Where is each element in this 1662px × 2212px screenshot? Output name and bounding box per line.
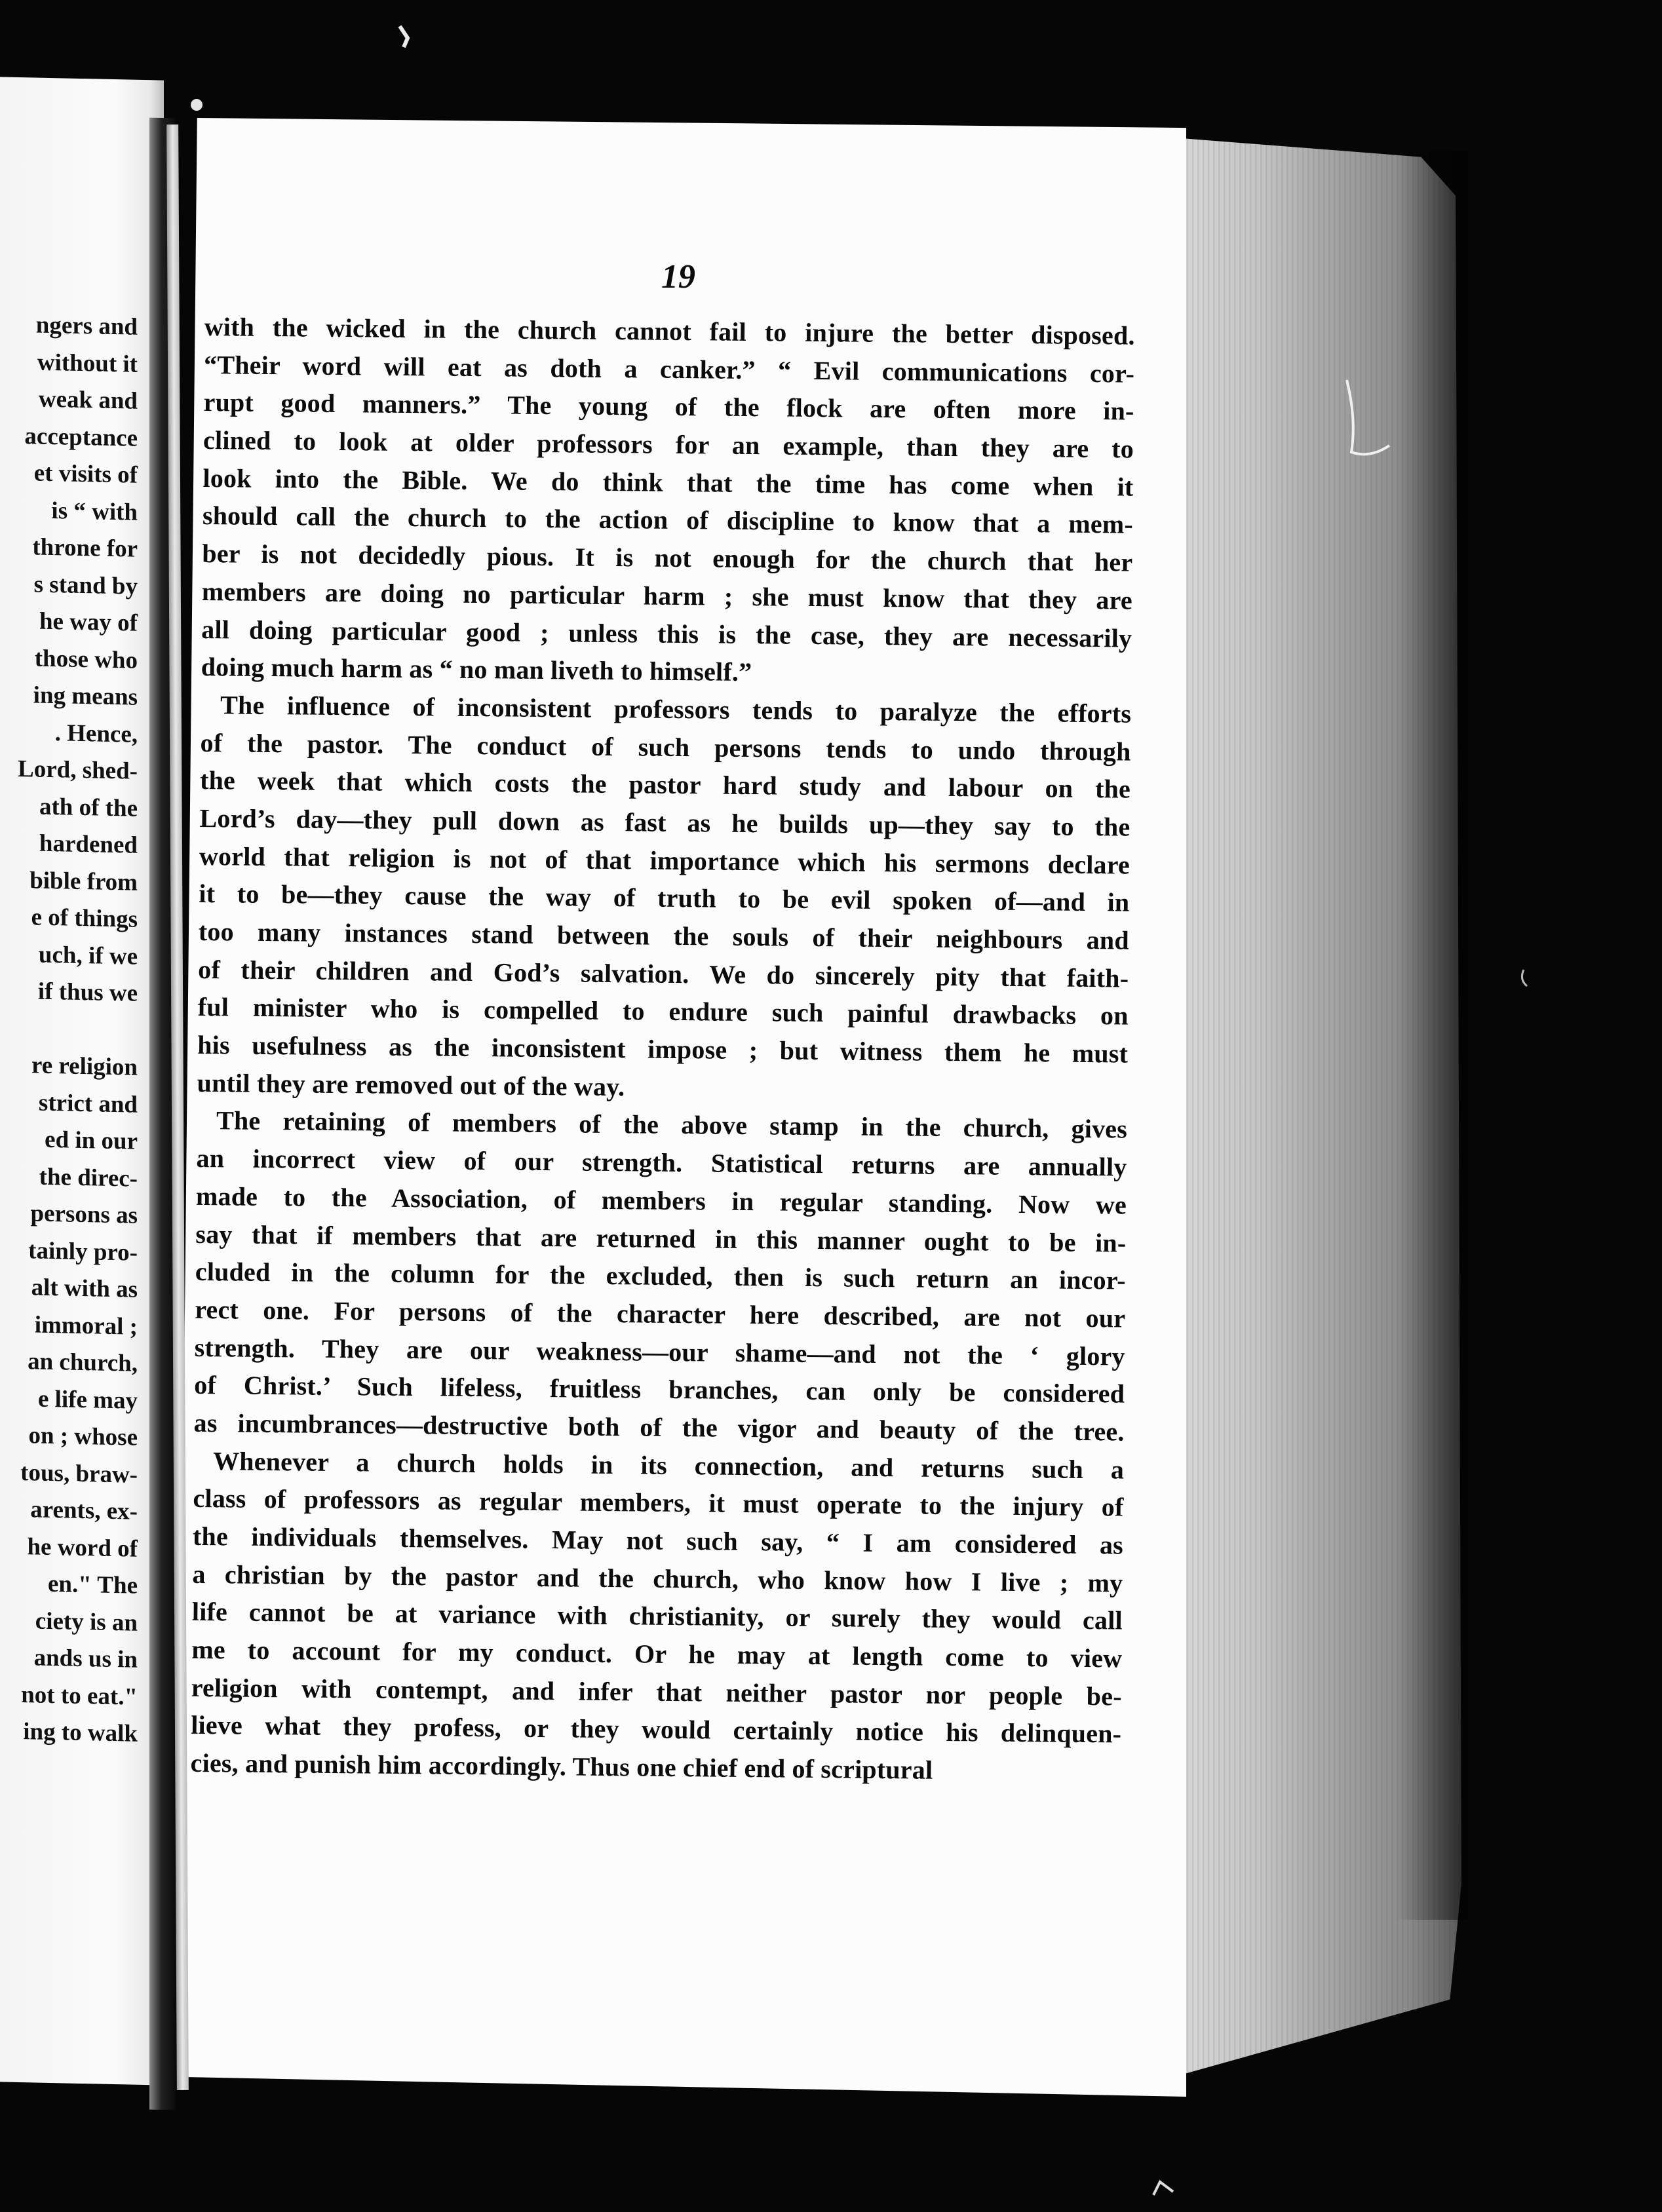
left-text-fragment: is “ with: [51, 497, 138, 526]
speck-mark: [400, 26, 408, 47]
text-line: ber is not decidedly pious. It is not enough for the church that her: [202, 539, 1133, 577]
left-text-fragment: on ; whose: [28, 1422, 138, 1451]
left-text-fragment: en." The: [47, 1570, 138, 1599]
left-text-fragment: an church,: [28, 1348, 138, 1377]
text-line: with the wicked in the church cannot fail to injure the better disposed.: [204, 311, 1135, 351]
speck-mark: [1153, 2182, 1173, 2195]
left-text-fragment: tous, braw-: [20, 1459, 138, 1489]
text-line: say that if members that are returned in this manner ought to be in-: [195, 1219, 1127, 1258]
left-text-fragment: ing to walk: [23, 1718, 138, 1747]
left-text-fragment: without it: [37, 349, 138, 378]
text-line: made to the Association, of members in regular standing. Now we: [195, 1181, 1127, 1220]
text-line: world that religion is not of that importance which his sermons declare: [199, 841, 1131, 880]
left-text-fragment: the direc-: [39, 1163, 138, 1192]
left-text-fragment: those who: [34, 644, 138, 674]
left-text-fragment: uch, if we: [38, 941, 138, 970]
left-text-fragment: . Hence,: [54, 719, 138, 748]
text-line: ful minister who is compelled to endure such painful drawbacks on: [197, 992, 1129, 1031]
text-line: rect one. For persons of the character here described, are not our: [195, 1294, 1126, 1333]
text-line: cluded in the column for the excluded, then is such return an incor-: [195, 1257, 1127, 1295]
text-line: rupt good manners.” The young of the flock are often more in-: [203, 387, 1134, 426]
text-line: lieve what they profess, or they would certainly notice his delinquen-: [191, 1710, 1122, 1749]
left-text-fragment: acceptance: [24, 422, 138, 452]
text-line: as incumbrances—destructive both of the vigor and beauty of the tree.: [193, 1407, 1125, 1447]
text-line: life cannot be at variance with christianity, or surely they would call: [191, 1597, 1123, 1635]
text-line: doing much harm as “ no man liveth to himself.”: [201, 652, 752, 687]
left-text-fragment: not to eat.": [21, 1681, 138, 1711]
text-line: “Their word will eat as doth a canker.” “ Evil communications cor-: [203, 349, 1135, 389]
left-page-text-fragments: [0, 302, 138, 1753]
left-text-fragment: throne for: [32, 533, 138, 563]
text-line: cies, and punish him accordingly. Thus one chief end of scriptural: [190, 1748, 933, 1785]
page-edges-shadow: [1396, 151, 1468, 1920]
left-text-fragment: ath of the: [39, 793, 138, 822]
text-line: Lord’s day—they pull down as fast as he builds up—they say to the: [199, 803, 1131, 842]
text-line: strength. They are our weakness—our shame—and not the ‘ glory: [194, 1332, 1125, 1371]
left-text-fragment: ing means: [33, 681, 138, 711]
text-line: of Christ.’ Such lifeless, fruitless branches, can only be considered: [194, 1370, 1125, 1409]
left-text-fragment: hardened: [39, 830, 138, 859]
text-line: of the pastor. The conduct of such persons tends to undo through: [200, 727, 1131, 767]
text-line: an incorrect view of our strength. Statistical returns are annually: [196, 1143, 1127, 1182]
text-line: all doing particular good ; unless this is the case, they are necessarily: [201, 614, 1132, 653]
left-text-fragment: ed in our: [45, 1126, 138, 1155]
text-line: the week that which costs the pastor hard study and labour on the: [199, 765, 1131, 804]
text-line: a christian by the pastor and the church, who know how I live ; my: [192, 1559, 1123, 1598]
text-line: too many instances stand between the souls of their neighbours and: [198, 916, 1130, 955]
text-line: Whenever a church holds in its connection, and returns such a: [212, 1445, 1125, 1485]
text-line: of their children and God’s salvation. We do sincerely pity that faith-: [198, 954, 1129, 993]
speck-mark: [191, 99, 203, 111]
left-text-fragment: ngers and: [35, 311, 138, 341]
left-text-fragment: re religion: [31, 1052, 138, 1081]
text-line: it to be—they cause the way of truth to be evil spoken of—and in: [199, 879, 1130, 917]
left-text-fragment: he word of: [27, 1533, 138, 1563]
text-line: the individuals themselves. May not such say, “ I am considered as: [192, 1521, 1124, 1560]
speck-mark: [1522, 970, 1527, 986]
left-text-fragment: et visits of: [33, 459, 138, 489]
left-text-fragment: bible from: [29, 866, 138, 896]
left-text-fragment: Lord, shed-: [18, 755, 138, 785]
left-text-fragment: immoral ;: [34, 1310, 138, 1341]
left-text-fragment: persons as: [30, 1200, 138, 1229]
left-text-fragment: he way of: [39, 607, 138, 637]
text-line: members are doing no particular harm ; she must know that they are: [201, 576, 1133, 615]
left-text-fragment: e of things: [31, 904, 138, 933]
left-text-fragment: ands us in: [33, 1644, 138, 1673]
left-text-fragment: weak and: [38, 385, 138, 415]
text-line: should call the church to the action of discipline to know that a mem-: [202, 501, 1134, 540]
text-line: class of professors as regular members, it must operate to the injury of: [193, 1483, 1124, 1522]
text-line: his usefulness as the inconsistent impose ; but witness them he must: [197, 1030, 1129, 1069]
text-line: clined to look at older professors for an example, than they are to: [203, 425, 1134, 464]
left-text-fragment: arents, ex-: [30, 1496, 138, 1525]
text-line: look into the Bible. We do think that the time has come when it: [203, 463, 1134, 502]
left-facing-page: [0, 77, 164, 2085]
left-text-fragment: ciety is an: [35, 1607, 138, 1637]
text-line: me to account for my conduct. Or he may at length come to view: [191, 1634, 1123, 1673]
left-text-fragment: if thus we: [37, 978, 138, 1007]
text-line: The retaining of members of the above stamp in the church, gives: [216, 1105, 1128, 1145]
text-line: religion with contempt, and infer that neither pastor nor people be-: [191, 1672, 1122, 1711]
left-text-fragment: e life may: [37, 1385, 138, 1415]
page-number: 19: [661, 258, 695, 296]
left-text-fragment: alt with as: [31, 1274, 138, 1303]
page-body-text: [190, 308, 1135, 1791]
text-line: until they are removed out of the way.: [197, 1067, 625, 1101]
left-text-fragment: strict and: [38, 1089, 138, 1118]
left-text-fragment: s stand by: [33, 570, 138, 600]
left-text-fragment: tainly pro-: [28, 1236, 138, 1267]
text-line: The influence of inconsistent professors tends to paralyze the efforts: [220, 690, 1132, 729]
